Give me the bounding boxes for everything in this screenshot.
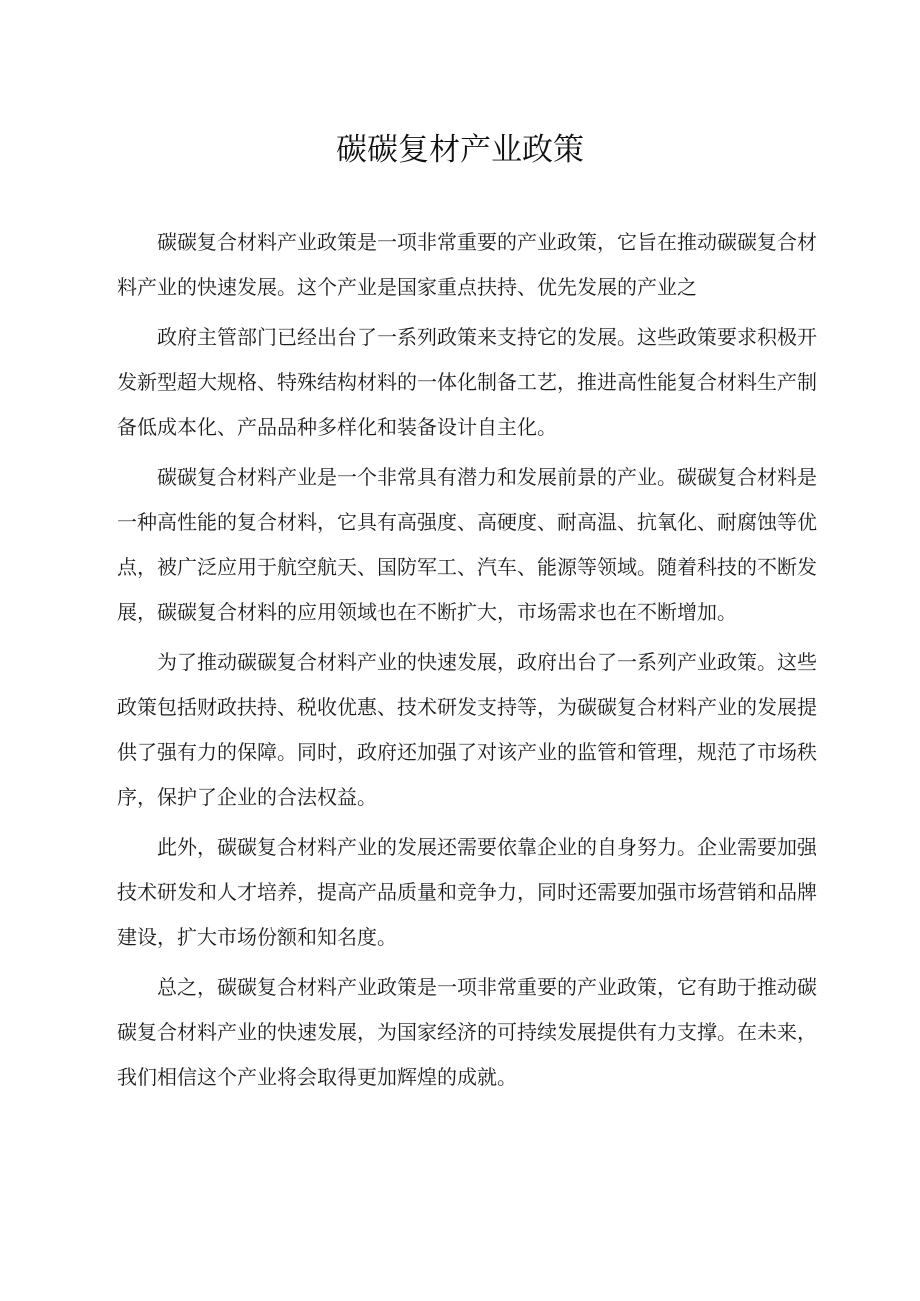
document-title: 碳碳复材产业政策: [336, 132, 584, 168]
paragraph: 政府主管部门已经出台了一系列政策来支持它的发展。这些政策要求积极开发新型超大规格、特殊结构材料的一体化制备工艺，推进高性能复合材料生产制备低成本化、产品品种多样化和装备设计自主化。: [117, 325, 817, 439]
document-body: [117, 220, 817, 1105]
paragraph: 为了推动碳碳复合材料产业的快速发展，政府出台了一系列产业政策。这些政策包括财政扶持、税收优惠、技术研发支持等，为碳碳复合材料产业的发展提供了强有力的保障。同时，政府还加强了对该产业的监管和管理，规范了市场秩序，保护了企业的合法权益。: [117, 650, 817, 809]
paragraph: 此外，碳碳复合材料产业的发展还需要依靠企业的自身努力。企业需要加强技术研发和人才培养，提高产品质量和竞争力，同时还需要加强市场营销和品牌建设，扩大市场份额和知名度。: [117, 835, 817, 949]
paragraph: 碳碳复合材料产业政策是一项非常重要的产业政策，它旨在推动碳碳复合材料产业的快速发展。这个产业是国家重点扶持、优先发展的产业之: [117, 230, 817, 299]
paragraph: 总之，碳碳复合材料产业政策是一项非常重要的产业政策，它有助于推动碳碳复合材料产业的快速发展，为国家经济的可持续发展提供有力支撑。在未来，我们相信这个产业将会取得更加辉煌的成就。: [117, 975, 817, 1089]
paragraph: 碳碳复合材料产业是一个非常具有潜力和发展前景的产业。碳碳复合材料是一种高性能的复合材料，它具有高强度、高硬度、耐高温、抗氧化、耐腐蚀等优点，被广泛应用于航空航天、国防军工、汽车、能源等领域。随着科技的不断发展，碳碳复合材料的应用领域也在不断扩大，市场需求也在不断增加。: [117, 465, 817, 624]
